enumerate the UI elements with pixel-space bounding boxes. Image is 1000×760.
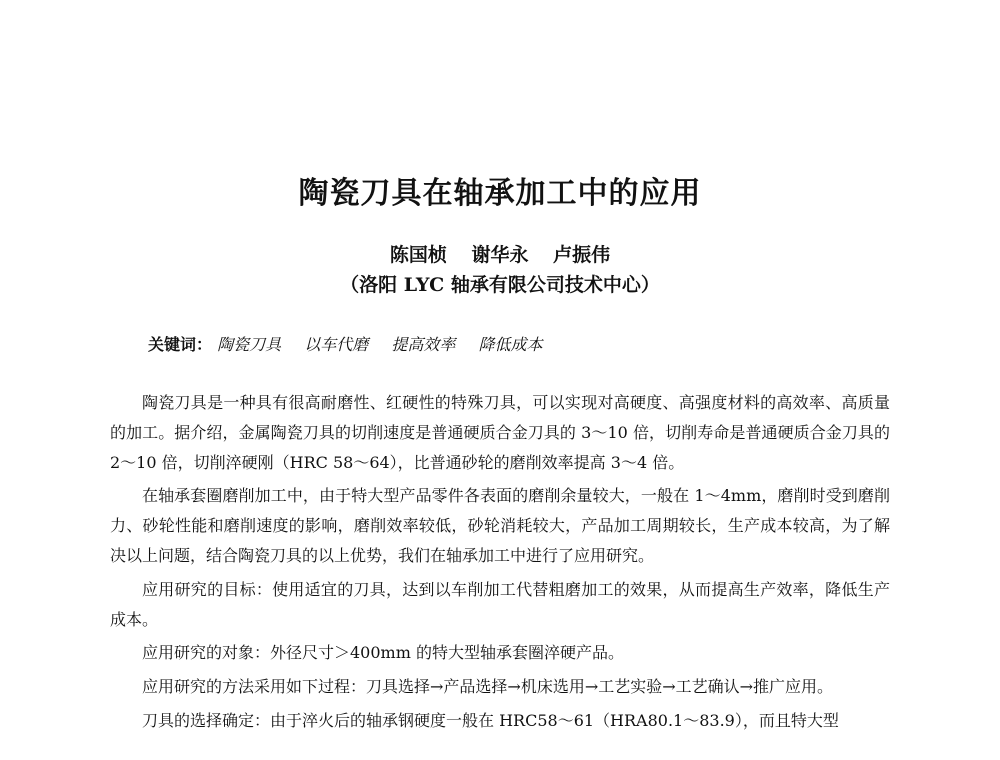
- keyword: 以车代磨: [304, 335, 369, 354]
- author-list: [0, 240, 1000, 267]
- author-name: 陈国桢: [389, 244, 447, 266]
- body-paragraph: 在轴承套圈磨削加工中，由于特大型产品零件各表面的磨削余量较大，一般在 1～4mm，磨削时受到磨削力、砂轮性能和磨削速度的影响，磨削效率较低，砂轮消耗较大，产品加工周期较长，生产成本较高，为了解决以上问题，结合陶瓷刀具的以上优势，我们在轴承加工中进行了应用研究。: [110, 486, 890, 565]
- body-paragraph: 刀具的选择确定：由于淬火后的轴承钢硬度一般在 HRC58～61（HRA80.1～83.9），而且特大型: [142, 710, 839, 730]
- keywords-line: [148, 332, 560, 355]
- author-name: 卢振伟: [553, 244, 611, 266]
- body-paragraph: 应用研究的对象：外径尺寸＞400mm 的特大型轴承套圈淬硬产品。: [142, 643, 624, 663]
- keyword: 降低成本: [478, 335, 543, 354]
- keywords-label: 关键词：: [148, 335, 213, 354]
- author-name: 谢华永: [471, 244, 529, 266]
- paper-title: 陶瓷刀具在轴承加工中的应用: [298, 176, 702, 211]
- keyword: 陶瓷刀具: [217, 335, 282, 354]
- body-text: [110, 388, 890, 740]
- body-paragraph: 应用研究的目标：使用适宜的刀具，达到以车削加工代替粗磨加工的效果，从而提高生产效率，降低生产成本。: [110, 579, 890, 629]
- keyword: 提高效率: [391, 335, 456, 354]
- body-paragraph: 陶瓷刀具是一种具有很高耐磨性、红硬性的特殊刀具，可以实现对高硬度、高强度材料的高效率、高质量的加工。据介绍，金属陶瓷刀具的切削速度是普通硬质合金刀具的 3～10 倍，切削寿命是普通硬质合金刀具的 2～10 倍，切削淬硬刚（HRC 58～64），比普通砂轮的磨削效率提高 3～4 倍。: [110, 393, 890, 472]
- body-paragraph: 应用研究的方法采用如下过程：刀具选择→产品选择→机床选用→工艺实验→工艺确认→推广应用。: [142, 677, 834, 697]
- affiliation: （洛阳 LYC 轴承有限公司技术中心）: [340, 274, 660, 296]
